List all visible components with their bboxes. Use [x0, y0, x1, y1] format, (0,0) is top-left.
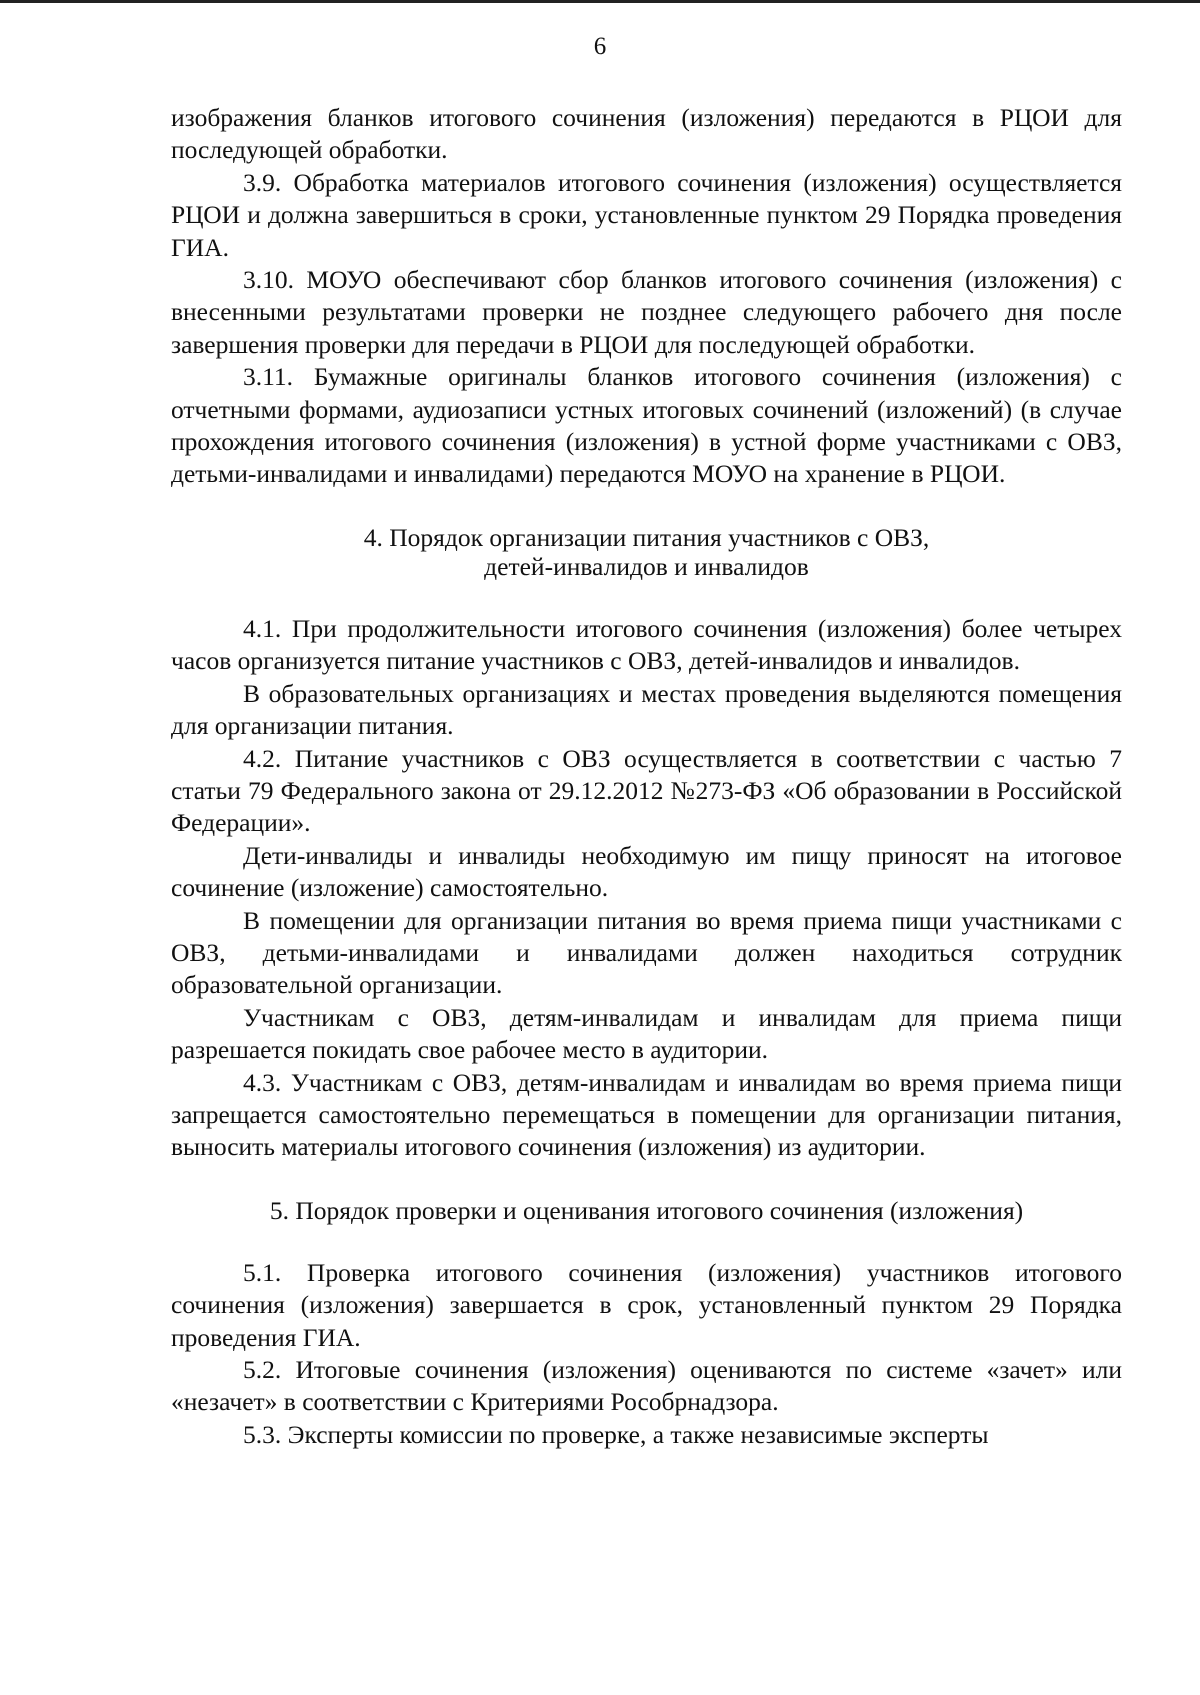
section-4-heading-line-2: детей-инвалидов и инвалидов — [484, 551, 809, 581]
paragraph-4-2-leave: Участникам с ОВЗ, детям-инвалидам и инвалидам для приема пищи разрешается покидать свое рабочее место в аудитории. — [171, 1002, 1122, 1065]
paragraph-3-9: 3.9. Обработка материалов итогового сочинения (изложения) осуществляется РЦОИ и должна завершиться в сроки, установленные пунктом 29 Порядка проведения ГИА. — [171, 167, 1122, 262]
scan-top-edge — [0, 0, 1200, 3]
paragraph-3-10: 3.10. МОУО обеспечивают сбор бланков итогового сочинения (изложения) с внесенными результатами проверки не позднее следующего рабочего дня после завершения проверки для передачи в РЦОИ для последующей обработки. — [171, 265, 1122, 359]
paragraph-4-2-staff: В помещении для организации питания во время приема пищи участниками с ОВЗ, детьми-инвалидами и инвалидами должен находиться сотрудник образовательной организации. — [171, 905, 1122, 1000]
paragraph-5-2: 5.2. Итоговые сочинения (изложения) оцениваются по системе «зачет» или «незачет» в соответствии с Критериями Рособрнадзора. — [171, 1355, 1122, 1417]
section-4-heading — [171, 523, 1122, 581]
paragraph-4-3: 4.3. Участникам с ОВЗ, детям-инвалидам и инвалидам во время приема пищи запрещается самостоятельно перемещаться в помещении для организации питания, выносить материалы итогового сочинения (изложения) из аудитории. — [171, 1067, 1122, 1162]
paragraph-4-2: 4.2. Питание участников с ОВЗ осуществляется в соответствии с частью 7 статьи 79 Федерального закона от 29.12.2012 №273-ФЗ «Об образовании в Российской Федерации». — [171, 743, 1122, 838]
paragraph-4-1-rooms: В образовательных организациях и местах проведения выделяются помещения для организации питания. — [171, 678, 1122, 741]
section-4-heading-line-1: 4. Порядок организации питания участников с ОВЗ, — [363, 522, 930, 552]
page-number: 6 — [593, 33, 607, 60]
paragraph-5-1: 5.1. Проверка итогового сочинения (изложения) участников итогового сочинения (изложения) завершается в срок, установленный пунктом 29 Порядка проведения ГИА. — [171, 1257, 1122, 1352]
section-5-heading: 5. Порядок проверки и оценивания итогового сочинения (изложения) — [269, 1195, 1024, 1225]
paragraph-5-3: 5.3. Эксперты комиссии по проверке, а также независимые эксперты — [243, 1419, 989, 1449]
paragraph-continuation: изображения бланков итогового сочинения (изложения) передаются в РЦОИ для последующей обработки. — [171, 103, 1122, 165]
paragraph-4-2-food: Дети-инвалиды и инвалиды необходимую им пищу приносят на итоговое сочинение (изложение) самостоятельно. — [171, 840, 1122, 903]
document-body — [171, 102, 1122, 1451]
paragraph-3-11: 3.11. Бумажные оригиналы бланков итогового сочинения (изложения) с отчетными формами, аудиозаписи устных итоговых сочинений (изложений) (в случае прохождения итогового сочинения (изложения) в устной форме участниками с ОВЗ, детьми-инвалидами и инвалидами) передаются МОУО на хранение в РЦОИ. — [171, 362, 1122, 489]
paragraph-4-1: 4.1. При продолжительности итогового сочинения (изложения) более четырех часов организуется питание участников с ОВЗ, детей-инвалидов и инвалидов. — [171, 613, 1122, 676]
